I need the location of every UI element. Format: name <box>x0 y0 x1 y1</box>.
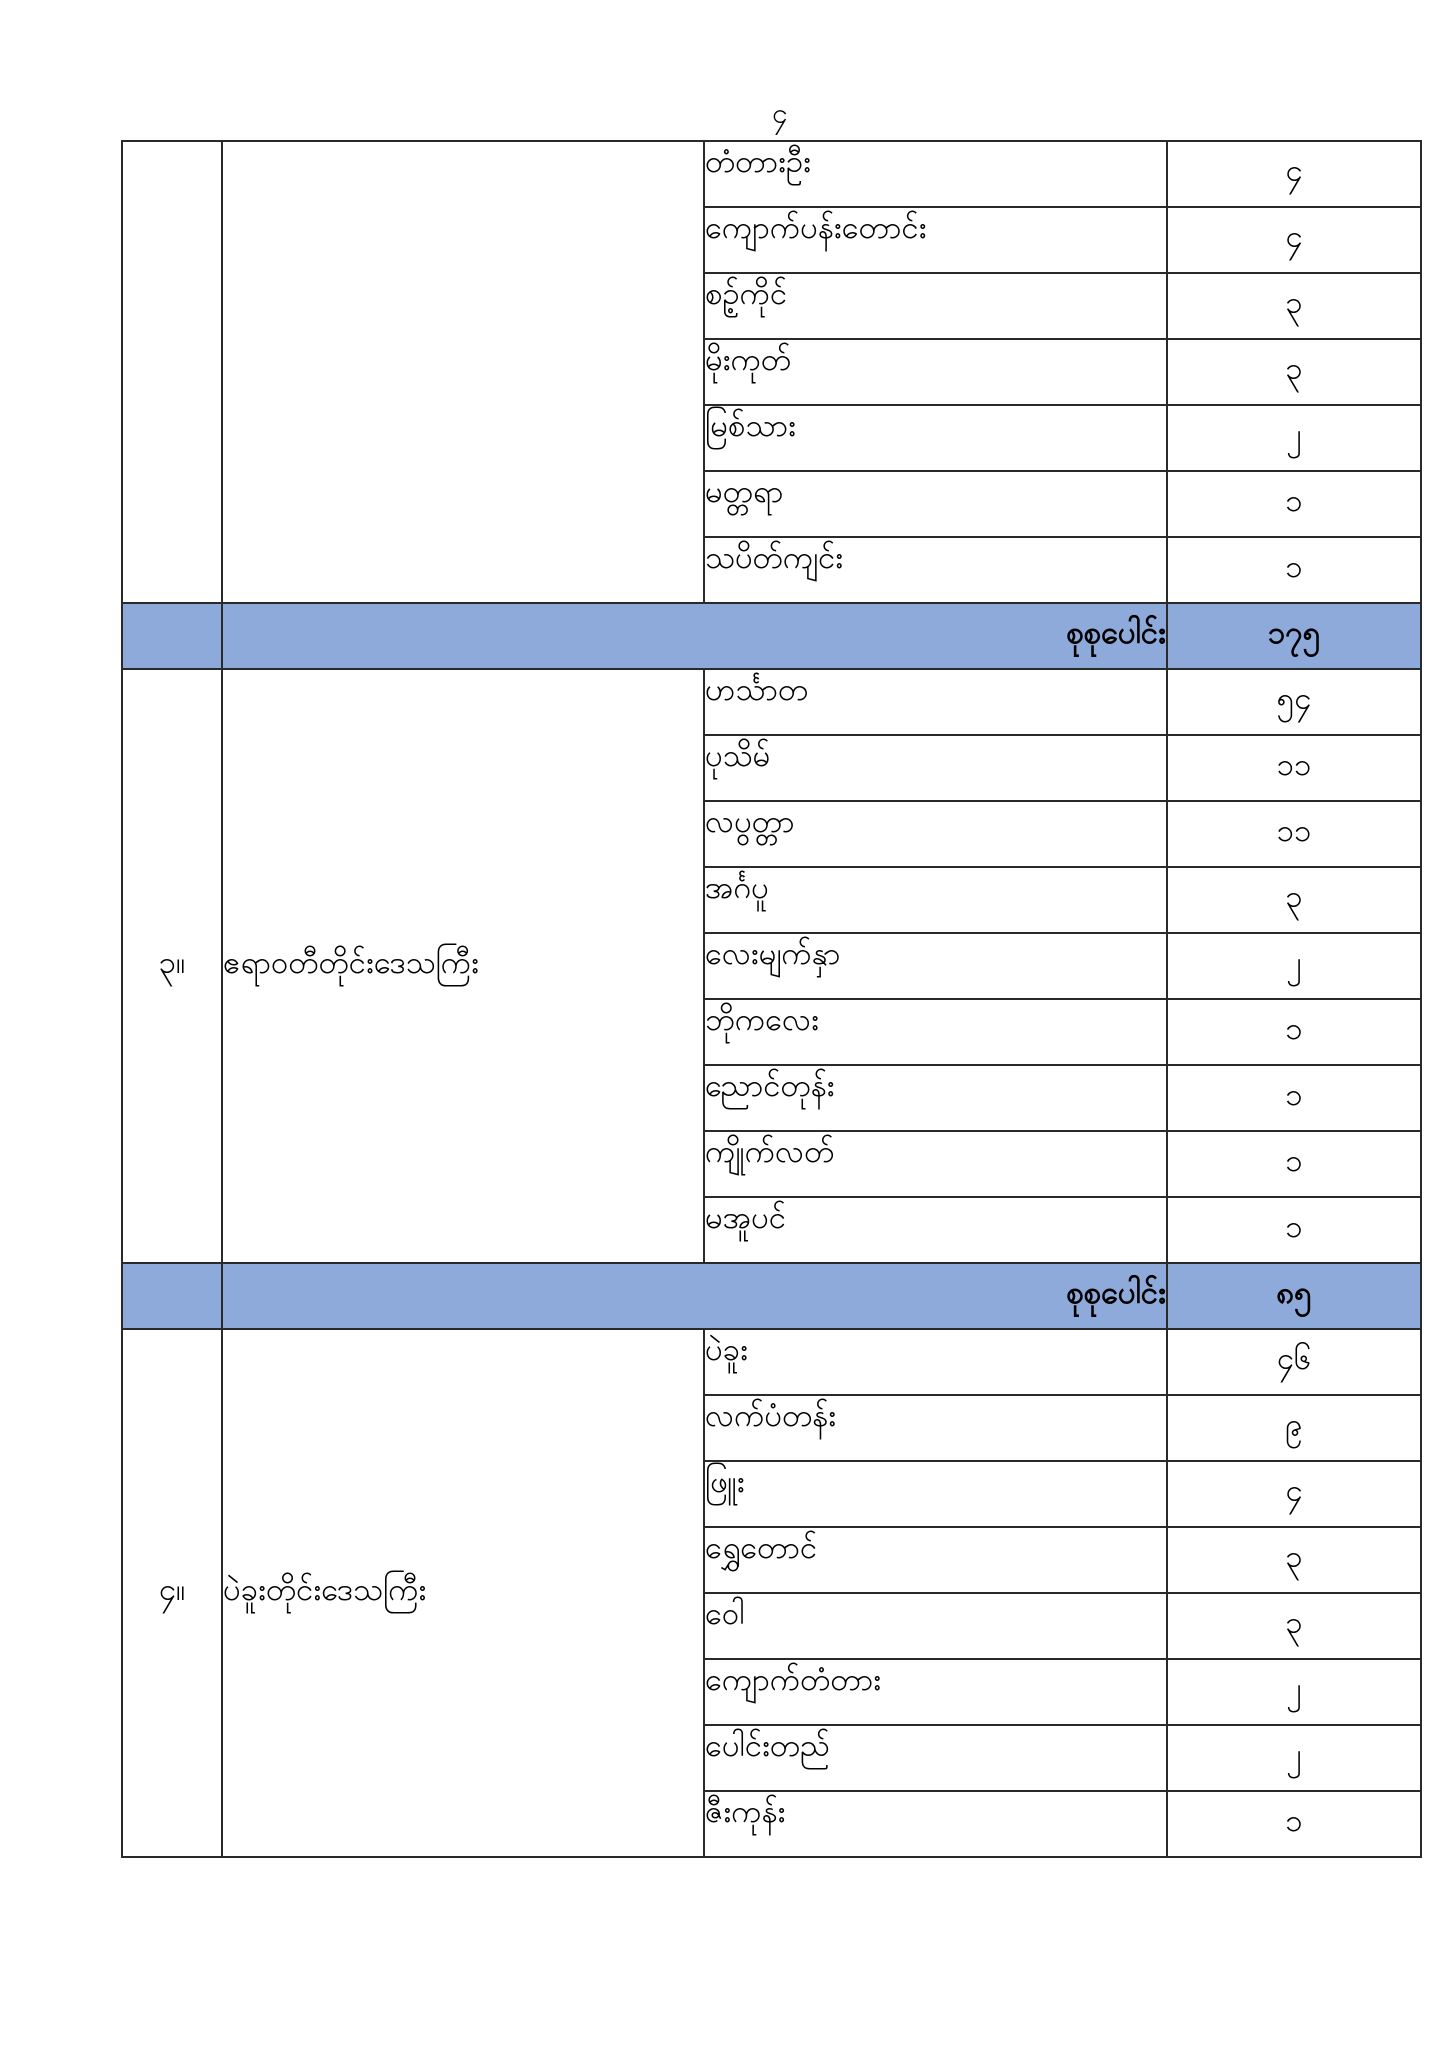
township-cell: သပိတ်ကျင်း <box>704 537 1167 603</box>
count-cell: ၁ <box>1167 1791 1421 1857</box>
count-cell: ၃ <box>1167 339 1421 405</box>
township-cell: လက်ပံတန်း <box>704 1395 1167 1461</box>
township-cell: လေးမျက်နှာ <box>704 933 1167 999</box>
township-cell: ဝေါ <box>704 1593 1167 1659</box>
township-cell: ဖြူး <box>704 1461 1167 1527</box>
count-cell: ၃ <box>1167 1593 1421 1659</box>
township-cell: ကျောက်ပန်းတောင်း <box>704 207 1167 273</box>
township-cell: တံတားဦး <box>704 141 1167 207</box>
total-label: စုစုပေါင်း <box>222 603 1167 669</box>
region-cell: ပဲခူးတိုင်းဒေသကြီး <box>222 1329 704 1857</box>
township-cell: မအူပင် <box>704 1197 1167 1263</box>
total-value: ၁၇၅ <box>1167 603 1421 669</box>
township-cell: မြစ်သား <box>704 405 1167 471</box>
count-cell: ၂ <box>1167 933 1421 999</box>
count-cell: ၁ <box>1167 1131 1421 1197</box>
count-cell: ၂ <box>1167 405 1421 471</box>
row-number-cell <box>122 141 222 603</box>
total-blank-cell <box>122 603 222 669</box>
township-cell: ဇီးကုန်း <box>704 1791 1167 1857</box>
count-cell: ၄ <box>1167 141 1421 207</box>
count-cell: ၂ <box>1167 1725 1421 1791</box>
count-cell: ၁ <box>1167 1197 1421 1263</box>
count-cell: ၅၄ <box>1167 669 1421 735</box>
region-cell: ဧရာဝတီတိုင်းဒေသကြီး <box>222 669 704 1263</box>
total-value: ၈၅ <box>1167 1263 1421 1329</box>
total-row <box>122 1263 1421 1329</box>
count-cell: ၁ <box>1167 537 1421 603</box>
data-table <box>121 140 1422 1858</box>
total-blank-cell <box>122 1263 222 1329</box>
count-cell: ၁၁ <box>1167 801 1421 867</box>
township-cell: မိုးကုတ် <box>704 339 1167 405</box>
township-cell: လပွတ္တာ <box>704 801 1167 867</box>
count-cell: ၄၆ <box>1167 1329 1421 1395</box>
table-row <box>122 141 1421 207</box>
region-cell <box>222 141 704 603</box>
township-cell: ပုသိမ် <box>704 735 1167 801</box>
row-number-cell: ၄။ <box>122 1329 222 1857</box>
township-cell: ကျိုက်လတ် <box>704 1131 1167 1197</box>
count-cell: ၃ <box>1167 1527 1421 1593</box>
total-label: စုစုပေါင်း <box>222 1263 1167 1329</box>
township-cell: အင်္ဂပူ <box>704 867 1167 933</box>
count-cell: ၂ <box>1167 1659 1421 1725</box>
count-cell: ၃ <box>1167 867 1421 933</box>
township-cell: ညောင်တုန်း <box>704 1065 1167 1131</box>
township-cell: ဟင်္သာတ <box>704 669 1167 735</box>
township-cell: စဉ့်ကိုင် <box>704 273 1167 339</box>
count-cell: ၁ <box>1167 999 1421 1065</box>
count-cell: ၄ <box>1167 207 1421 273</box>
row-number-cell: ၃။ <box>122 669 222 1263</box>
township-cell: ဘိုကလေး <box>704 999 1167 1065</box>
count-cell: ၁ <box>1167 471 1421 537</box>
count-cell: ၄ <box>1167 1461 1421 1527</box>
table-row <box>122 1329 1421 1395</box>
page-number: ၄ <box>772 97 788 130</box>
township-cell: ကျောက်တံတား <box>704 1659 1167 1725</box>
count-cell: ၁ <box>1167 1065 1421 1131</box>
total-row <box>122 603 1421 669</box>
table-row <box>122 669 1421 735</box>
township-cell: ပေါင်းတည် <box>704 1725 1167 1791</box>
count-cell: ၃ <box>1167 273 1421 339</box>
count-cell: ၉ <box>1167 1395 1421 1461</box>
township-cell: ရွှေတောင် <box>704 1527 1167 1593</box>
township-cell: ပဲခူး <box>704 1329 1167 1395</box>
township-cell: မတ္တရာ <box>704 471 1167 537</box>
count-cell: ၁၁ <box>1167 735 1421 801</box>
